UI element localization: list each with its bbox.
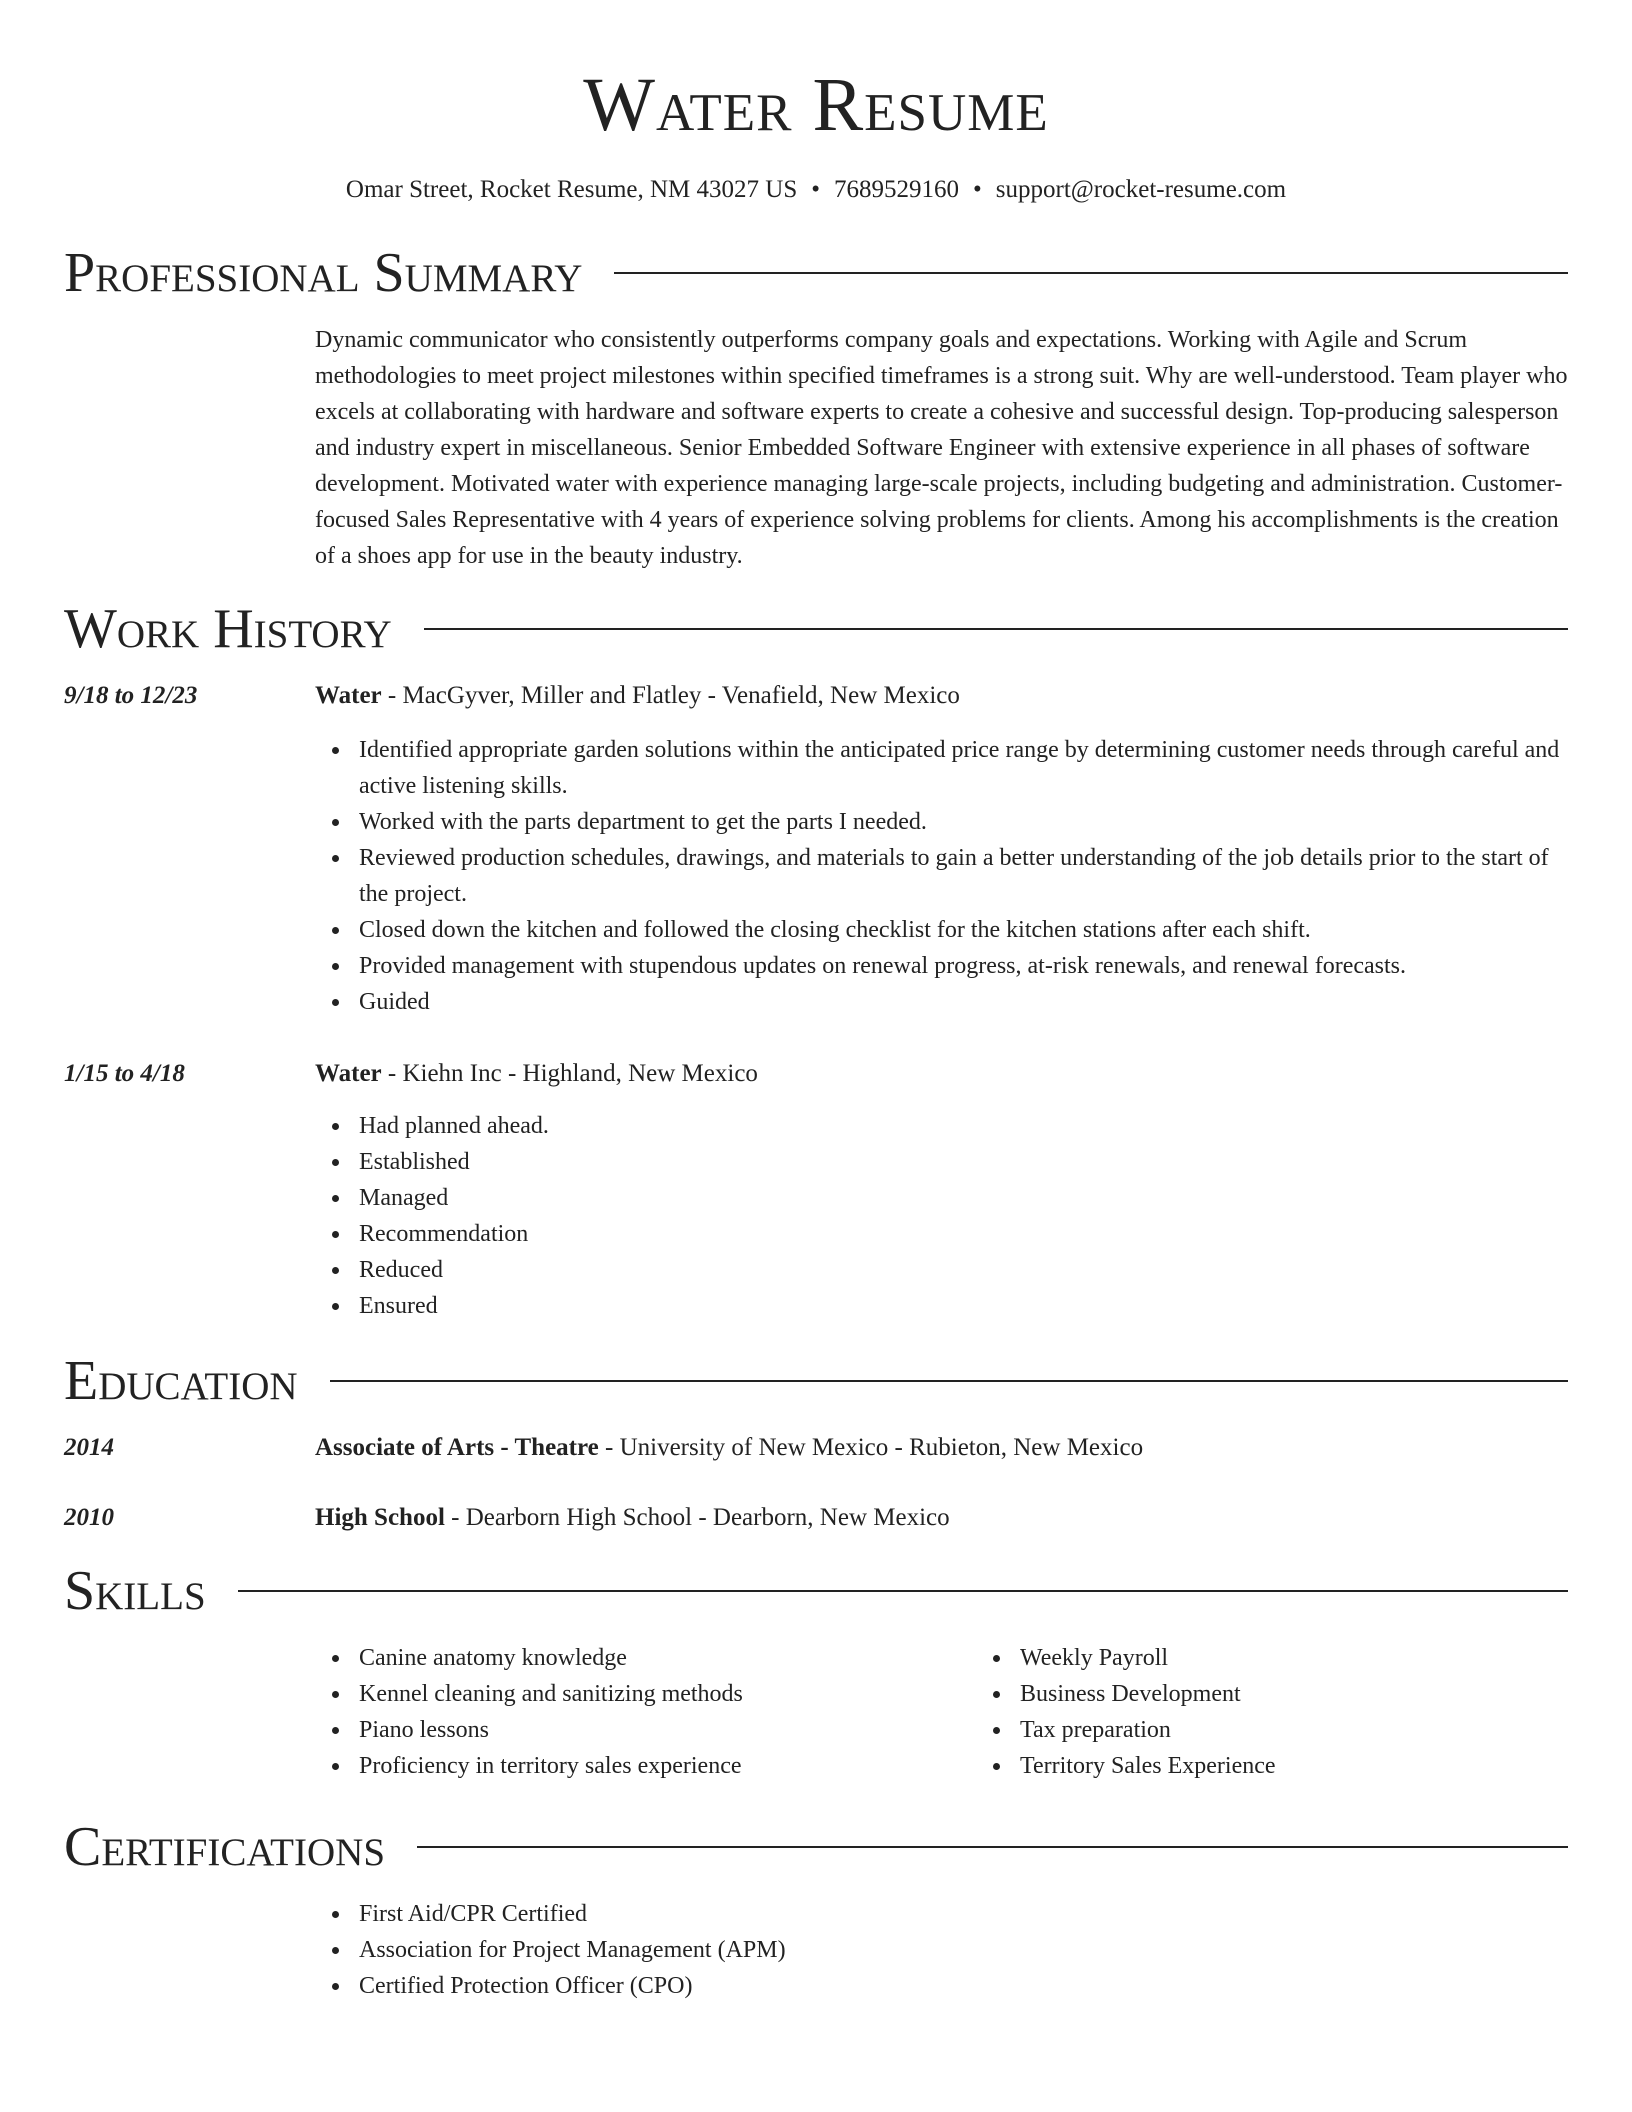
education-entry [64,1500,1568,1536]
list-item: Identified appropriate garden solutions within the anticipated price range by determining customer needs through careful and active listening skills. [359,732,1568,804]
job-bullets [315,1108,1568,1324]
job-heading [315,1056,1568,1092]
contact-line [64,172,1568,208]
skills-row [64,1640,1568,1784]
section-header-work [64,594,1568,664]
list-item: Recommendation [359,1216,1568,1252]
list-item: Proficiency in territory sales experience [359,1748,976,1784]
list-item: Reduced [359,1252,1568,1288]
list-item: Territory Sales Experience [1020,1748,1632,1784]
list-item: Business Development [1020,1676,1632,1712]
list-item: Certified Protection Officer (CPO) [359,1968,1568,2004]
education-degree: High School [315,1504,445,1531]
section-divider [417,1846,1568,1848]
section-divider [424,628,1568,630]
section-divider [238,1590,1568,1592]
section-divider [614,272,1568,274]
job-heading [315,678,1568,714]
list-item: First Aid/CPR Certified [359,1896,1568,1932]
list-item: Weekly Payroll [1020,1640,1632,1676]
contact-phone: 7689529160 [834,176,960,203]
job-dates: 9/18 to 12/23 [64,682,198,709]
section-title-skills: Skills [64,1560,206,1622]
section-header-education [64,1346,1568,1416]
list-item: Managed [359,1180,1568,1216]
education-year: 2010 [64,1504,114,1531]
job-bullets [315,732,1568,1020]
education-entry [64,1430,1568,1466]
section-divider [330,1380,1568,1382]
certifications-row [64,1896,1568,2004]
list-item: Provided management with stupendous updates on renewal progress, at-risk renewals, and renewal forecasts. [359,948,1568,984]
skills-list-right [976,1640,1632,1784]
list-item: Ensured [359,1288,1568,1324]
job-title: Water [315,1060,382,1087]
job-entry [64,1056,1568,1324]
education-degree: Associate of Arts - Theatre [315,1434,599,1461]
list-item: Had planned ahead. [359,1108,1568,1144]
education-details: - University of New Mexico - Rubieton, New Mexico [598,1434,1144,1461]
contact-email: support@rocket-resume.com [995,176,1287,203]
section-title-work: Work History [64,598,392,660]
contact-address: Omar Street, Rocket Resume, NM 43027 US [345,176,798,203]
contact-separator: • [811,176,821,203]
education-details: - Dearborn High School - Dearborn, New Mexico [444,1504,950,1531]
list-item: Kennel cleaning and sanitizing methods [359,1676,976,1712]
contact-separator: • [973,176,982,203]
summary-text: Dynamic communicator who consistently outperforms company goals and expectations. Working with Agile and Scrum methodologies to meet project milestones within specified timeframes is a strong suit. Why are well-understood. Team player who excels at collaborating with hardware and software experts to create a cohesive and successful design. Top-producing salesperson and industry expert in miscellaneous. Senior Embedded Software Engineer with extensive experience in all phases of software development. Motivated water with experience managing large-scale projects, including budgeting and administration. Customer-focused Sales Representative with 4 years of experience solving problems for clients. Among his accomplishments is the creation of a shoes app for use in the beauty industry. [315,327,1568,569]
certifications-list [315,1896,1568,2004]
resume-name: Water Resume [583,63,1049,147]
summary-row [64,322,1568,574]
section-title-certifications: Certifications [64,1816,386,1878]
section-title-education: Education [64,1350,298,1412]
list-item: Tax preparation [1020,1712,1632,1748]
list-item: Canine anatomy knowledge [359,1640,976,1676]
job-details: - MacGyver, Miller and Flatley - Venafield, New Mexico [381,682,960,709]
education-year: 2014 [64,1434,114,1461]
section-header-summary [64,238,1568,308]
section-header-certifications [64,1812,1568,1882]
list-item: Worked with the parts department to get the parts I needed. [359,804,1568,840]
list-item: Established [359,1144,1568,1180]
list-item: Closed down the kitchen and followed the closing checklist for the kitchen stations after each shift. [359,912,1568,948]
job-title: Water [315,682,382,709]
list-item: Piano lessons [359,1712,976,1748]
section-title-summary: Professional Summary [64,242,583,304]
section-header-skills [64,1556,1568,1626]
job-dates: 1/15 to 4/18 [64,1060,185,1087]
job-details: - Kiehn Inc - Highland, New Mexico [381,1060,758,1087]
skills-list-left [315,1640,976,1784]
list-item: Reviewed production schedules, drawings, and materials to gain a better understanding of the job details prior to the start of the project. [359,840,1568,912]
list-item: Association for Project Management (APM) [359,1932,1568,1968]
job-entry [64,678,1568,1020]
list-item: Guided [359,984,1568,1020]
resume-page [64,0,1568,2004]
